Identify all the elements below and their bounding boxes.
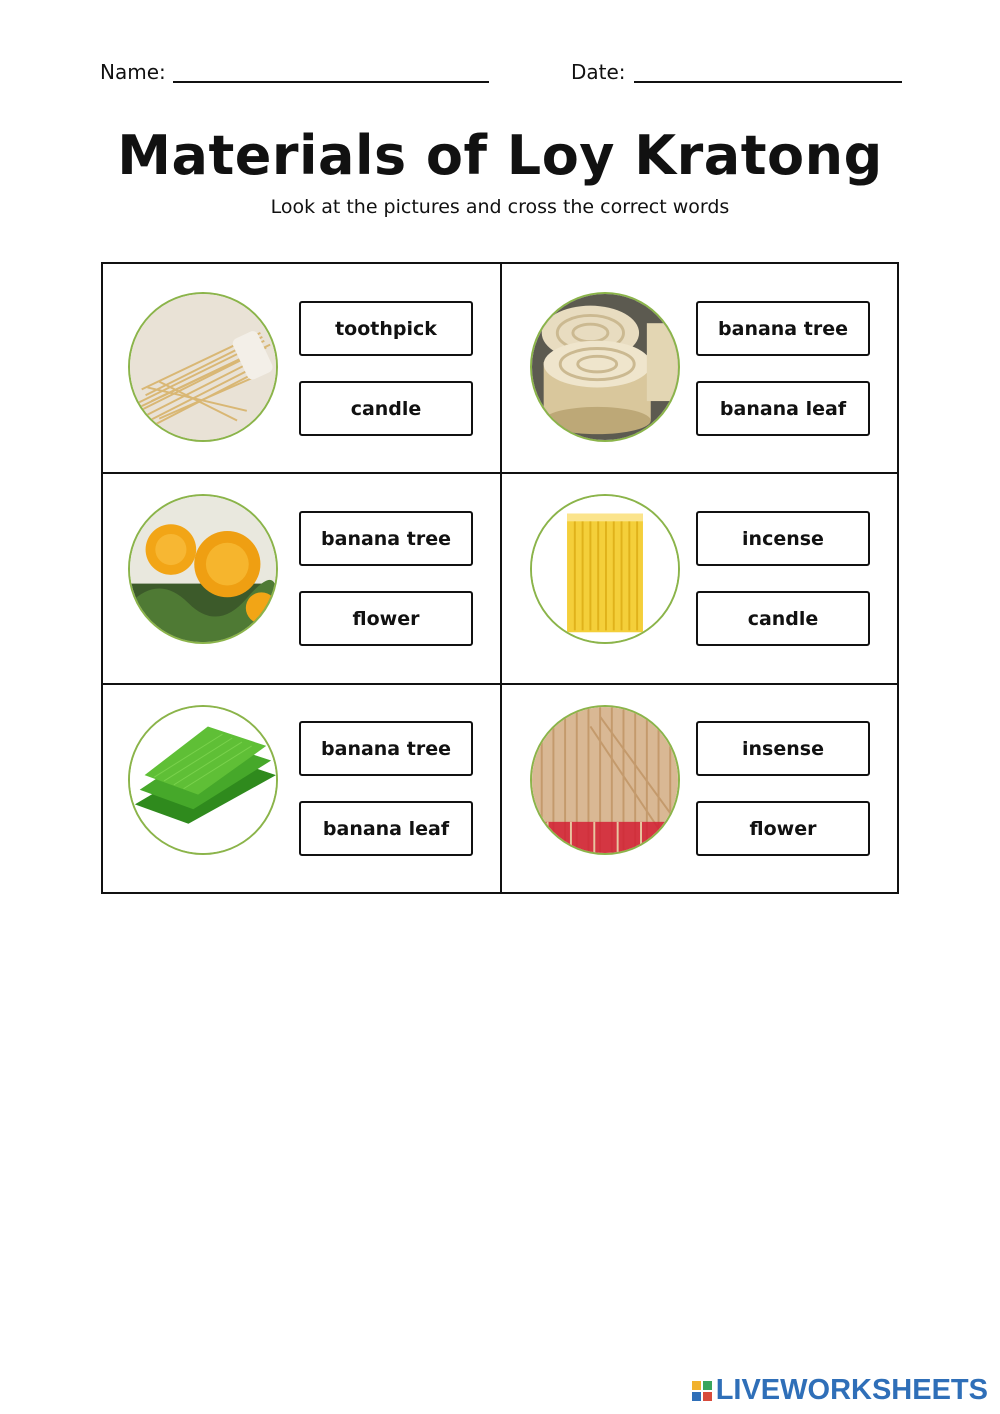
name-field[interactable] (173, 81, 489, 83)
option-banana-leaf[interactable]: banana leaf (299, 801, 473, 856)
grid-divider-row-2 (101, 683, 899, 685)
option-banana-tree[interactable]: banana tree (299, 721, 473, 776)
option-banana-leaf[interactable]: banana leaf (696, 381, 870, 436)
date-field[interactable] (634, 81, 902, 83)
option-toothpick[interactable]: toothpick (299, 301, 473, 356)
option-banana-tree[interactable]: banana tree (299, 511, 473, 566)
grid-divider-row-1 (101, 472, 899, 474)
flower-photo (128, 494, 278, 644)
liveworksheets-icon (692, 1381, 712, 1401)
brand-name: LIVEWORKSHEETS (715, 1374, 988, 1406)
candle-photo (530, 494, 680, 644)
page-title: Materials of Loy Kratong (117, 124, 883, 187)
option-incense[interactable]: incense (696, 511, 870, 566)
banana-leaf-photo (128, 705, 278, 855)
option-banana-tree[interactable]: banana tree (696, 301, 870, 356)
instructions: Look at the pictures and cross the correct words (270, 196, 730, 218)
option-flower[interactable]: flower (299, 591, 473, 646)
option-candle[interactable]: candle (696, 591, 870, 646)
toothpick-photo (128, 292, 278, 442)
banana-trunk-photo (530, 292, 680, 442)
option-flower[interactable]: flower (696, 801, 870, 856)
grid-divider-vertical (500, 262, 502, 894)
incense-photo (530, 705, 680, 855)
option-insense[interactable]: insense (696, 721, 870, 776)
date-label: Date: (571, 60, 626, 84)
liveworksheets-logo (692, 1374, 988, 1407)
option-candle[interactable]: candle (299, 381, 473, 436)
name-label: Name: (100, 60, 166, 84)
